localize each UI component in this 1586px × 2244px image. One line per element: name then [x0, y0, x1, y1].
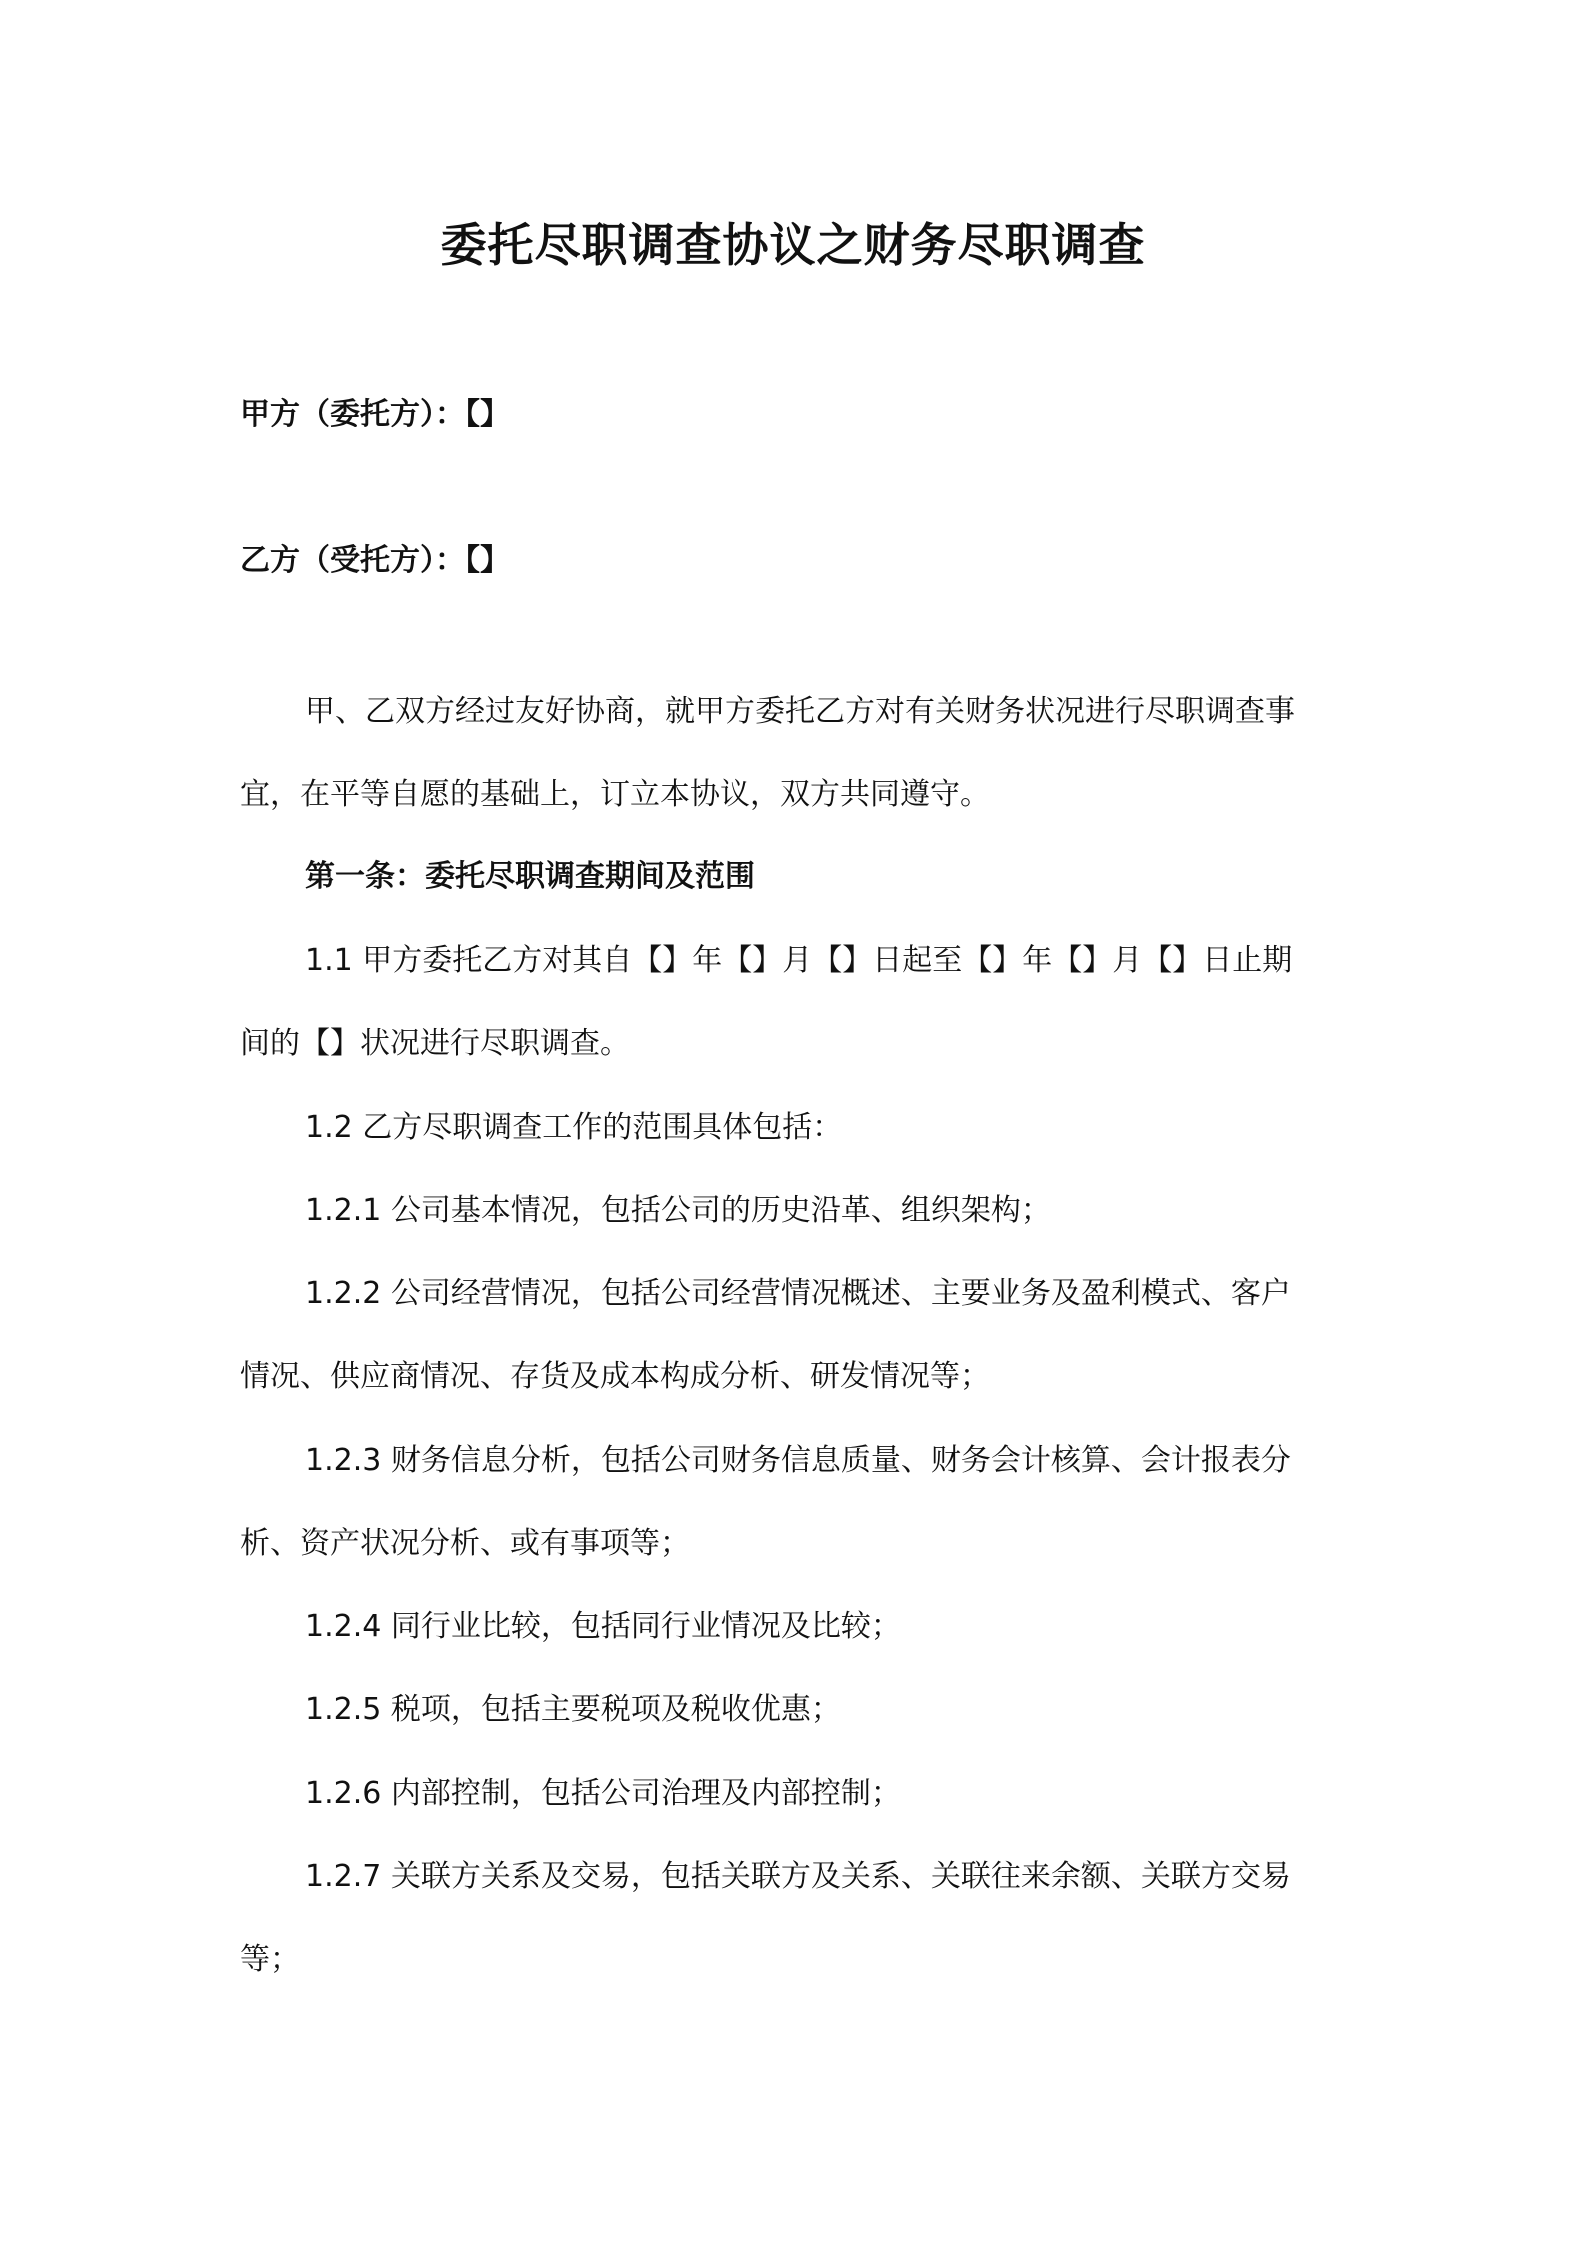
clause-1-2-4: 1.2.4 同行业比较，包括同行业情况及比较； — [305, 1609, 901, 1644]
intro-paragraph-line-2: 宜，在平等自愿的基础上，订立本协议，双方共同遵守。 — [240, 777, 990, 812]
document-title: 委托尽职调查协议之财务尽职调查 — [440, 218, 1146, 272]
party-b-line: 乙方（受托方）：【】 — [240, 543, 510, 578]
clause-1-2-3-line-2: 析、资产状况分析、或有事项等； — [240, 1526, 690, 1561]
article-1-heading: 第一条：委托尽职调查期间及范围 — [305, 859, 755, 894]
clause-1-2-7-line-1: 1.2.7 关联方关系及交易，包括关联方及关系、关联往来余额、关联方交易 — [305, 1859, 1291, 1894]
clause-1-1-line-2: 间的【】状况进行尽职调查。 — [240, 1026, 630, 1061]
clause-1-2-2-line-2: 情况、供应商情况、存货及成本构成分析、研发情况等； — [240, 1359, 990, 1394]
clause-1-2-7-line-2: 等； — [240, 1942, 300, 1977]
clause-1-2-3-line-1: 1.2.3 财务信息分析，包括公司财务信息质量、财务会计核算、会计报表分 — [305, 1443, 1291, 1478]
clause-1-2-2-line-1: 1.2.2 公司经营情况，包括公司经营情况概述、主要业务及盈利模式、客户 — [305, 1276, 1291, 1311]
clause-1-1-line-1: 1.1 甲方委托乙方对其自【】年【】月【】日起至【】年【】月【】日止期 — [305, 943, 1293, 978]
clause-1-2-5: 1.2.5 税项，包括主要税项及税收优惠； — [305, 1692, 841, 1727]
clause-1-2: 1.2 乙方尽职调查工作的范围具体包括： — [305, 1110, 843, 1145]
intro-paragraph-line-1: 甲、乙双方经过友好协商，就甲方委托乙方对有关财务状况进行尽职调查事 — [305, 694, 1295, 729]
clause-1-2-1: 1.2.1 公司基本情况，包括公司的历史沿革、组织架构； — [305, 1193, 1051, 1228]
clause-1-2-6: 1.2.6 内部控制，包括公司治理及内部控制； — [305, 1776, 901, 1811]
party-a-line: 甲方（委托方）：【】 — [240, 397, 510, 432]
